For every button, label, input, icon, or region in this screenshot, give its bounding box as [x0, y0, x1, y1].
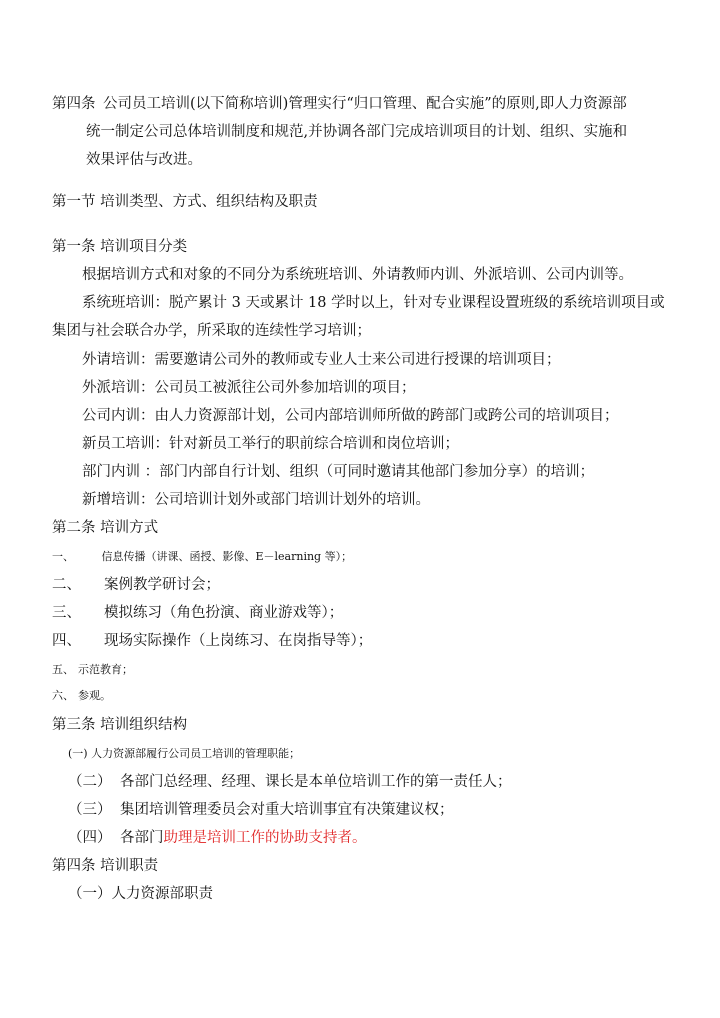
- paragraph-line: 系统班培训：脱产累计 3 天或累计 18 学时以上，针对专业课程设置班级的系统培训项目或: [82, 295, 665, 311]
- list-text: 示范教育；: [78, 663, 133, 676]
- paragraph-line: 效果评估与改进。: [86, 152, 202, 168]
- list-number: 四、: [52, 633, 81, 649]
- list-text: 参观。: [78, 689, 111, 702]
- list-number: 二、: [52, 577, 81, 593]
- article-heading: 第三条 培训组织结构: [52, 717, 188, 733]
- list-item: [52, 664, 133, 675]
- paragraph-line: 新员工培训：针对新员工举行的职前综合培训和岗位培训；: [82, 436, 459, 452]
- list-number: 六、: [52, 689, 74, 702]
- list-text: 集团培训管理委员会对重大培训事宜有决策建议权；: [120, 802, 454, 818]
- list-number: 一、: [52, 550, 74, 563]
- paragraph-line: 部门内训 ：部门内部自行计划、组织（可同时邀请其他部门参加分享）的培训；: [82, 464, 595, 480]
- list-item: [52, 606, 343, 621]
- list-text: 模拟练习（角色扮演、商业游戏等）；: [104, 605, 344, 621]
- list-text: 各部门: [120, 830, 164, 846]
- list-item: [68, 775, 512, 790]
- list-text: 案例教学研讨会；: [104, 577, 220, 593]
- list-item: (一) 人力资源部履行公司员工培训的管理职能；: [68, 747, 301, 760]
- list-item: （一）人力资源部职责: [68, 886, 213, 902]
- list-item: [52, 551, 352, 562]
- paragraph-line: 统一制定公司总体培训制度和规范,并协调各部门完成培训项目的计划、组织、实施和: [86, 124, 628, 140]
- list-item: [68, 803, 454, 818]
- list-number: （四）: [68, 830, 112, 846]
- list-text: 信息传播（讲课、函授、影像、E－learning 等）；: [101, 550, 353, 563]
- list-number: （三）: [68, 802, 112, 818]
- paragraph-line: 根据培训方式和对象的不同分为系统班培训、外请教师内训、外派培训、公司内训等。: [82, 267, 633, 283]
- list-number: 五、: [52, 663, 74, 676]
- list-item: [52, 634, 372, 649]
- article-heading: 第一条 培训项目分类: [52, 239, 188, 255]
- list-text: 各部门总经理、经理、课长是本单位培训工作的第一责任人；: [120, 774, 512, 790]
- list-text: 现场实际操作（上岗练习、在岗指导等）；: [104, 633, 373, 649]
- list-item: [68, 831, 367, 846]
- paragraph-line: 公司内训：由人力资源部计划，公司内部培训师所做的跨部门或跨公司的培训项目；: [82, 408, 619, 424]
- list-item: [52, 690, 111, 701]
- paragraph-line: 新增培训：公司培训计划外或部门培训计划外的培训。: [82, 492, 430, 508]
- paragraph-line: 外请培训：需要邀请公司外的教师或专业人士来公司进行授课的培训项目；: [82, 352, 561, 368]
- highlighted-text: 助理是培训工作的协助支持者。: [163, 830, 367, 846]
- list-number: （二）: [68, 774, 112, 790]
- article-label: 第四条: [52, 96, 96, 112]
- section-heading: 第一节 培训类型、方式、组织结构及职责: [52, 194, 318, 210]
- list-item: [52, 578, 220, 593]
- list-number: 三、: [52, 605, 81, 621]
- article-heading: 第二条 培训方式: [52, 520, 159, 536]
- paragraph-line: 外派培训：公司员工被派往公司外参加培训的项目；: [82, 380, 416, 396]
- paragraph-line: 公司员工培训(以下简称培训)管理实行“归口管理、配合实施”的原则,即人力资源部: [103, 96, 627, 112]
- paragraph-line: 集团与社会联合办学，所采取的连续性学习培训；: [52, 323, 371, 339]
- article-heading: 第四条 培训职责: [52, 858, 159, 874]
